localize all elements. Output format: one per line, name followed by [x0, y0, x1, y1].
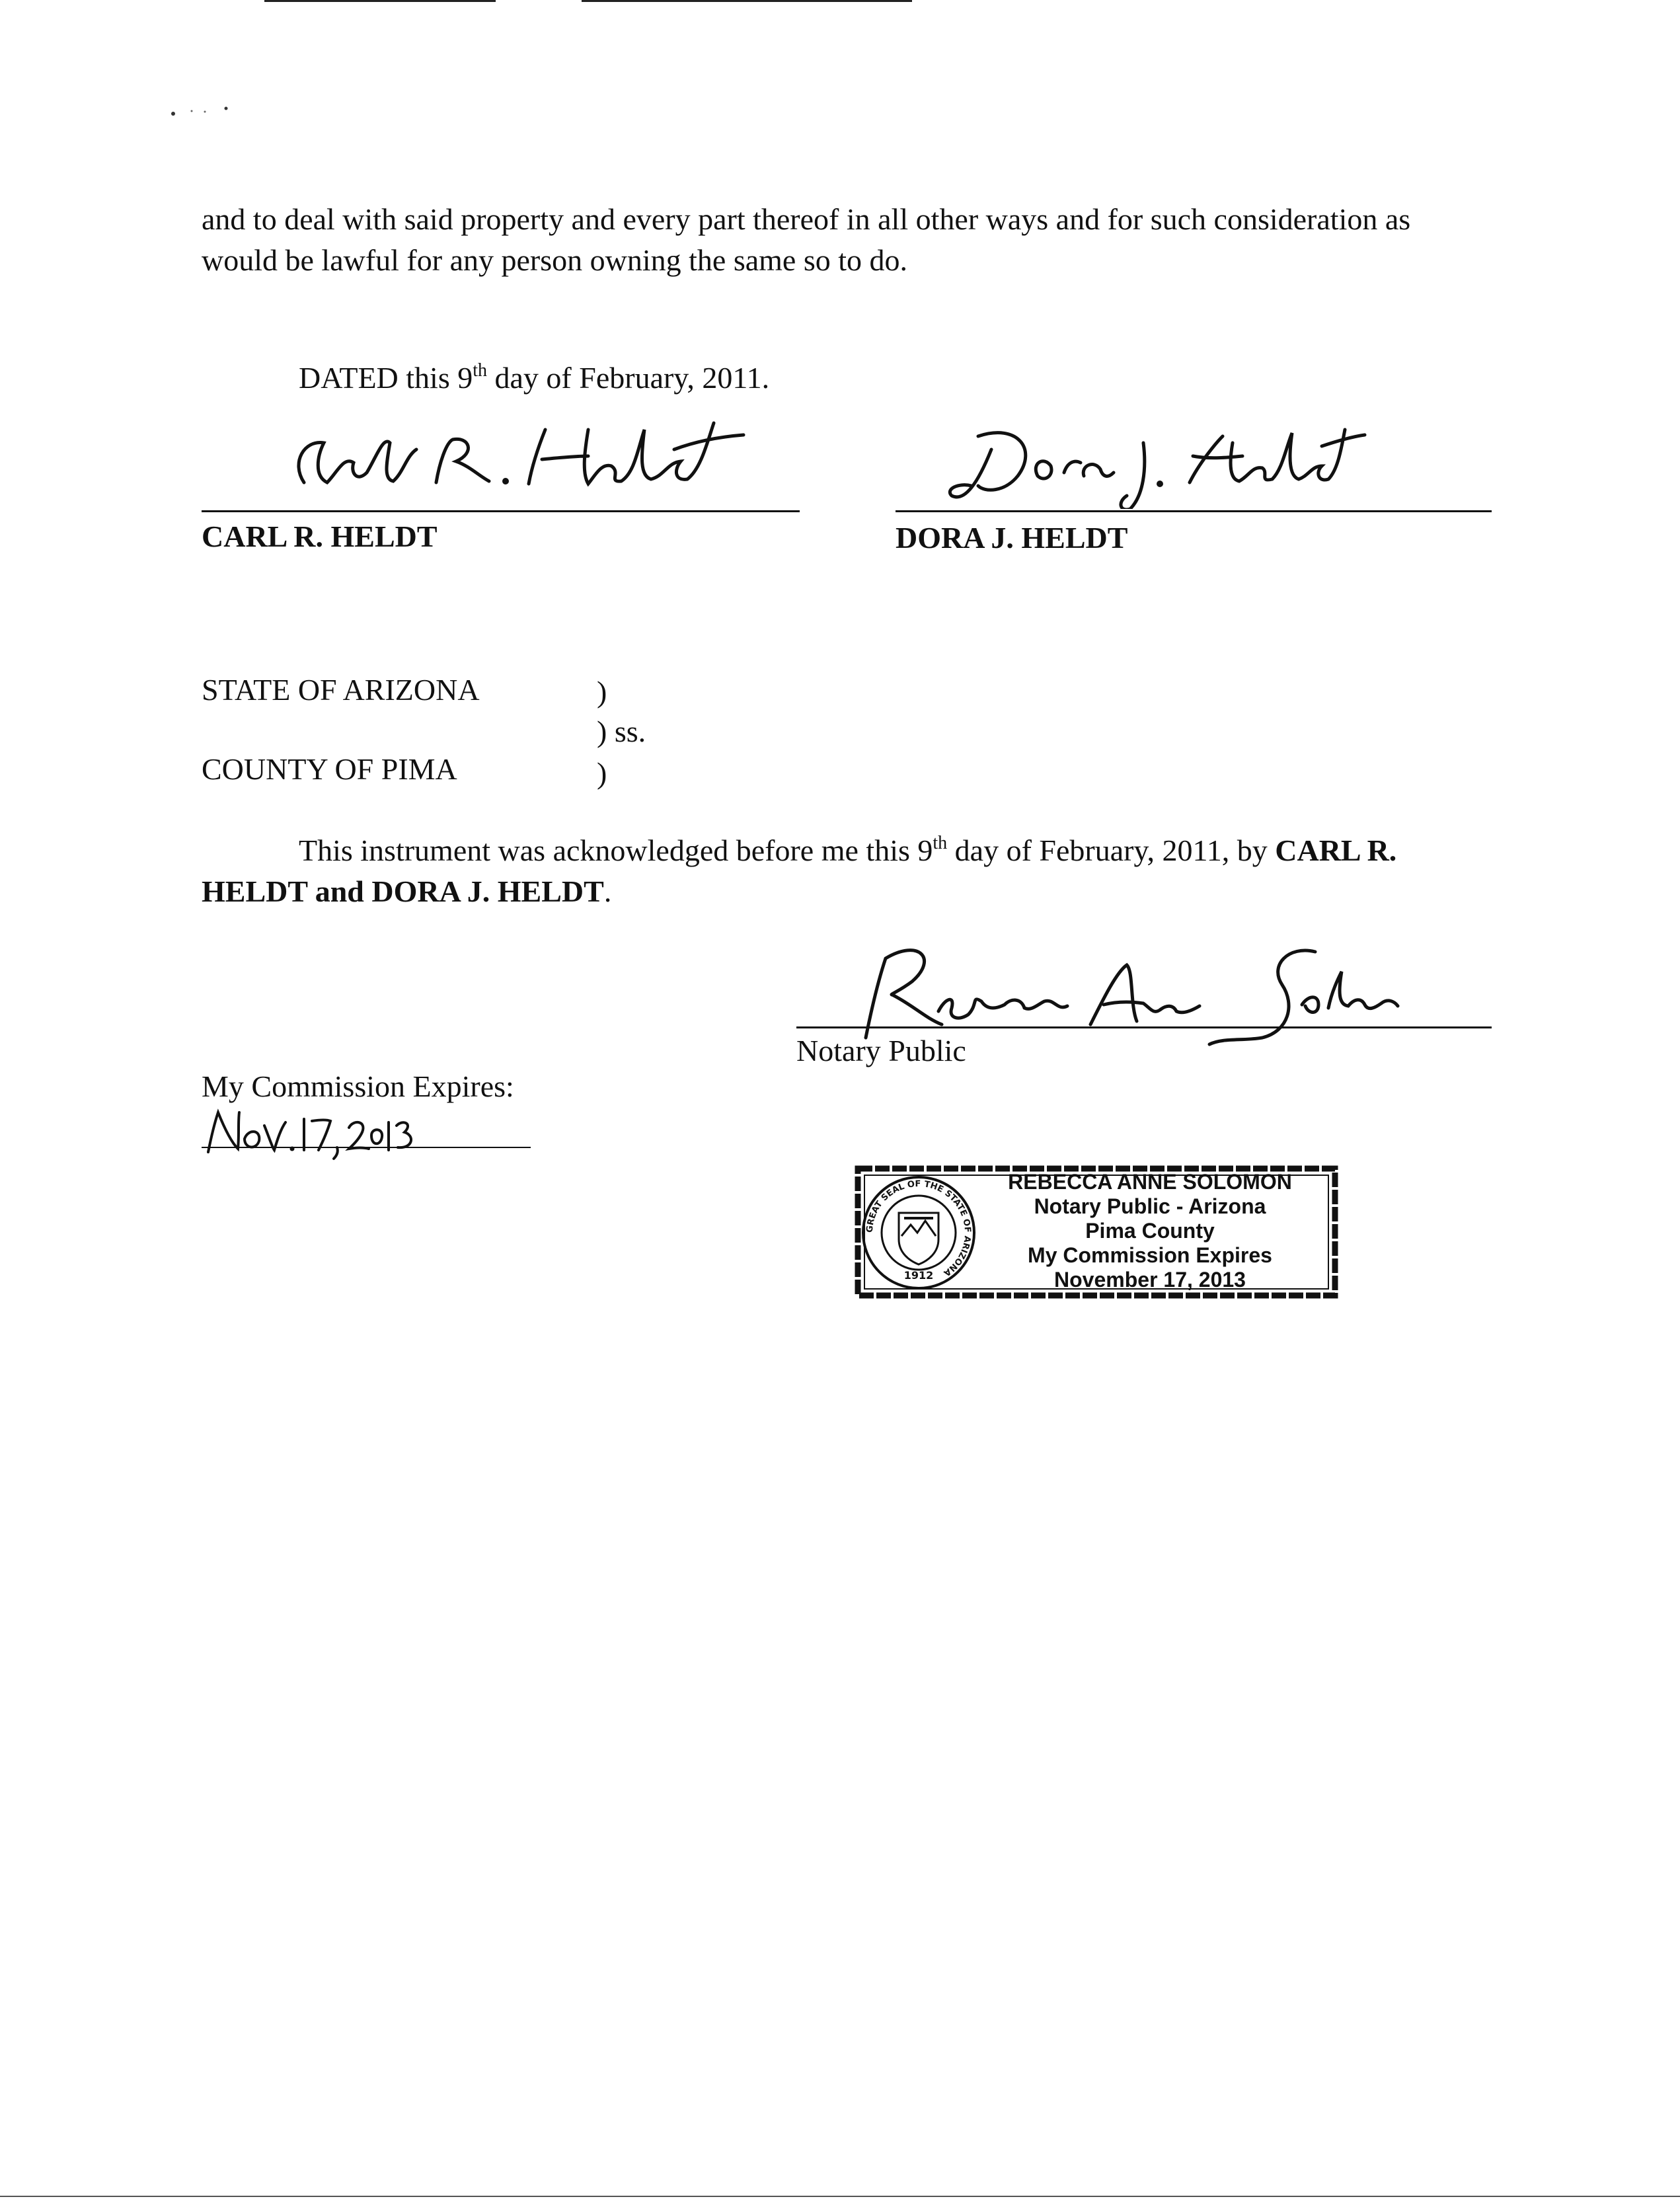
dated-prefix: DATED this 9 [299, 361, 473, 395]
dora-name: DORA J. HELDT [896, 521, 1128, 555]
ack-end: . [603, 874, 612, 908]
carl-name: CARL R. HELDT [202, 520, 438, 553]
paragraph-line-1: and to deal with said property and every part thereof in all other ways and for such consideration as [202, 202, 1411, 236]
dora-signature-line [896, 510, 1492, 512]
stamp-date: November 17, 2013 [1054, 1268, 1246, 1292]
dated-line [299, 357, 769, 399]
state-of-arizona: STATE OF ARIZONA [202, 673, 480, 707]
scan-edge-line-right [582, 0, 912, 2]
commission-expires-label: My Commission Expires: [202, 1069, 514, 1103]
carl-signature-line [202, 510, 800, 512]
scan-edge-bottom [0, 2196, 1680, 2197]
seal-year: 1912 [903, 1269, 934, 1282]
state-seal-icon [859, 1173, 978, 1292]
commission-date-handwritten [198, 1102, 423, 1162]
paragraph-line-2: would be lawful for any person owning the same so to do. [202, 243, 908, 277]
stamp-name: REBECCA ANNE SOLOMON [1008, 1170, 1292, 1194]
acknowledgment-line-1 [299, 830, 1396, 872]
commission-date-line [202, 1147, 531, 1148]
notary-signature-line [796, 1026, 1492, 1028]
dated-sup: th [473, 360, 488, 381]
scan-specks [165, 99, 245, 126]
acknowledgment-line-2 [202, 870, 611, 913]
venue-ss: ) ss. [597, 714, 646, 748]
carl-heldt-signature [278, 410, 753, 509]
stamp-title: Notary Public - Arizona [1034, 1194, 1266, 1218]
venue-paren-1: ) [597, 675, 607, 709]
ack-bold-2: HELDT and DORA J. HELDT [202, 874, 604, 908]
seal-ring-text: GREAT SEAL OF THE STATE OF ARIZONA [864, 1178, 973, 1278]
notary-public-label: Notary Public [796, 1034, 966, 1067]
venue-paren-2: ) [597, 756, 607, 790]
ack-bold-1: CARL R. [1275, 833, 1397, 867]
scan-edge-line-left [264, 0, 496, 2]
ack-mid: day of February, 2011, by [947, 833, 1276, 867]
ack-prefix: This instrument was acknowledged before me this 9 [299, 833, 933, 867]
stamp-text-block [965, 1170, 1335, 1292]
stamp-county: Pima County [1085, 1219, 1215, 1243]
stamp-commission: My Commission Expires [1028, 1243, 1272, 1267]
dora-heldt-signature [938, 410, 1375, 509]
ack-sup: th [933, 833, 948, 853]
dated-suffix: day of February, 2011. [487, 361, 770, 395]
county-of-pima: COUNTY OF PIMA [202, 752, 457, 786]
